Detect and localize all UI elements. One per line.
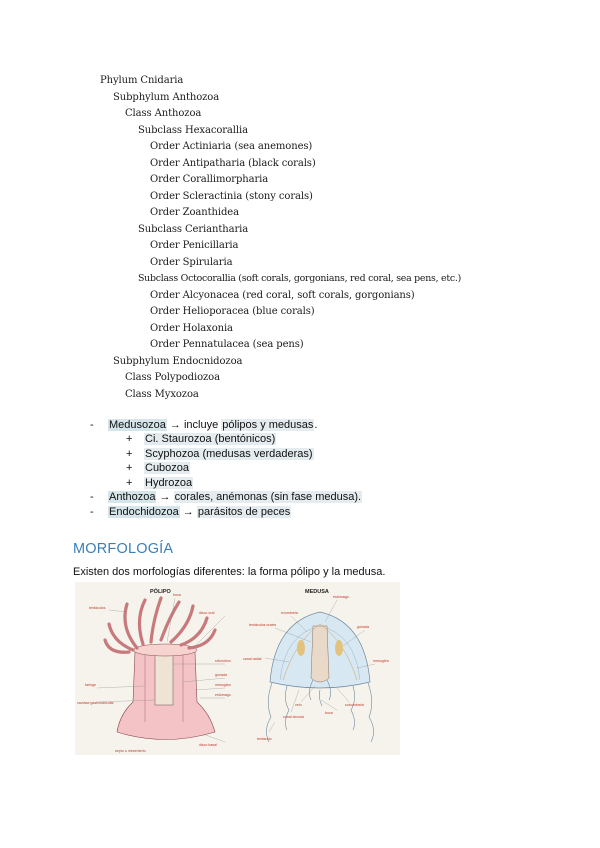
arrow-text: →: [156, 491, 174, 503]
medusa-label: canal radial: [243, 657, 262, 661]
bullet-plus: +: [126, 448, 133, 460]
medusa-drawing: [243, 589, 389, 742]
period: .: [314, 419, 318, 431]
taxon-order-corallimorpharia: Order Corallimorpharia: [150, 174, 269, 185]
medusa-label: estómago: [333, 595, 349, 599]
sub-item: [144, 462, 190, 474]
polyp-label: estómago: [215, 693, 231, 697]
polyp-label: faringe: [85, 683, 96, 687]
sub-item-label: Ci. Staurozoa (bentónicos): [145, 433, 276, 445]
taxon-class-myxozoa: Class Myxozoa: [125, 389, 199, 400]
taxon-order-holaxonia: Order Holaxonia: [150, 323, 233, 334]
taxon-subclass-hexacorallia: Subclass Hexacorallia: [138, 125, 248, 136]
term-medusozoa: Medusozoa: [109, 419, 166, 431]
term-anthozoa: Anthozoa: [109, 491, 156, 503]
medusa-label: gónada: [357, 625, 369, 629]
medusa-label: mesoglea: [373, 659, 389, 663]
taxon-subclass-octocorallia: Subclass Octocorallia (soft corals, gorgonians, red coral, sea pens, etc.): [138, 273, 461, 284]
polyp-label: gónada: [215, 673, 227, 677]
taxon-order-zoanthidea: Order Zoanthidea: [150, 207, 239, 218]
sub-item-label: Cubozoa: [145, 462, 190, 474]
bullet-medusozoa: [108, 419, 317, 431]
polyp-label: tentáculos: [89, 606, 106, 610]
sub-item-label: Scyphozoa (medusas verdaderas): [145, 448, 313, 460]
section-intro: Existen dos morfologías diferentes: la forma pólipo y la medusa.: [73, 566, 386, 578]
bullet-dash: -: [90, 419, 94, 431]
polyp-label: cavidad gastrovascular: [77, 701, 114, 705]
taxon-order-helioporacea: Order Helioporacea (blue corals): [150, 306, 315, 317]
medusa-title: MEDUSA: [305, 589, 329, 595]
taxon-order-penicillaria: Order Penicillaria: [150, 240, 239, 251]
medusa-label: exumbrela: [281, 611, 298, 615]
morphology-figure: [75, 582, 400, 755]
polyp-label: sifonoforo: [215, 659, 231, 663]
bullet-plus: +: [126, 477, 133, 489]
sub-item: [144, 448, 314, 460]
bullet-plus: +: [126, 462, 133, 474]
bullet-plus: +: [126, 433, 133, 445]
sub-item-label: Hydrozoa: [145, 477, 193, 489]
polyp-label: disco basal: [199, 743, 217, 747]
highlight-text: parásitos de peces: [197, 506, 291, 518]
medusa-label: velo: [295, 703, 302, 707]
polyp-label: septo o mesenterio: [115, 749, 146, 753]
taxon-order-antipatharia: Order Antipatharia (black corals): [150, 158, 316, 169]
taxon-phylum: Phylum Cnidaria: [100, 75, 184, 86]
sub-item: [144, 477, 193, 489]
taxon-order-scleractinia: Order Scleractinia (stony corals): [150, 191, 313, 202]
bullet-dash: -: [90, 491, 94, 503]
bullet-anthozoa: [108, 491, 362, 503]
morphology-illustration: [75, 582, 400, 755]
highlight-text: pólipos y medusas: [222, 419, 314, 431]
arrow-text: →: [179, 506, 197, 518]
arrow-text: → incluye: [166, 419, 222, 431]
taxon-order-alcyonacea: Order Alcyonacea (red coral, soft corals, gorgonians): [150, 290, 415, 301]
section-heading: MORFOLOGÍA: [73, 541, 174, 557]
medusa-label: tentáculos orales: [249, 623, 277, 627]
taxon-order-spirularia: Order Spirularia: [150, 257, 233, 268]
medusa-label: boca: [325, 711, 333, 715]
highlight-text: corales, anémonas (sin fase medusa).: [174, 491, 362, 503]
polyp-label: boca: [173, 593, 181, 597]
polyp-label: disco oral: [199, 611, 215, 615]
taxon-order-actiniaria: Order Actiniaria (sea anemones): [150, 141, 313, 152]
polyp-label: mesoglea: [215, 683, 231, 687]
medusa-label: canal circular: [283, 715, 305, 719]
bullet-endochidozoa: [108, 506, 291, 518]
medusa-label: tentáculo: [257, 737, 272, 741]
bullet-dash: -: [90, 506, 94, 518]
taxon-subclass-ceriantharia: Subclass Ceriantharia: [138, 224, 249, 235]
taxon-subphylum-endocnidozoa: Subphylum Endocnidozoa: [113, 356, 243, 367]
sub-item: [144, 433, 276, 445]
taxon-class-anthozoa: Class Anthozoa: [125, 108, 202, 119]
taxon-class-polypodiozoa: Class Polypodiozoa: [125, 372, 220, 383]
medusa-label: subumbrela: [345, 703, 364, 707]
taxon-order-pennatulacea: Order Pennatulacea (sea pens): [150, 339, 304, 350]
term-endochidozoa: Endochidozoa: [109, 506, 179, 518]
polipo-title: PÓLIPO: [150, 589, 171, 595]
polyp-drawing: [77, 587, 231, 753]
taxon-subphylum-anthozoa: Subphylum Anthozoa: [113, 92, 220, 103]
